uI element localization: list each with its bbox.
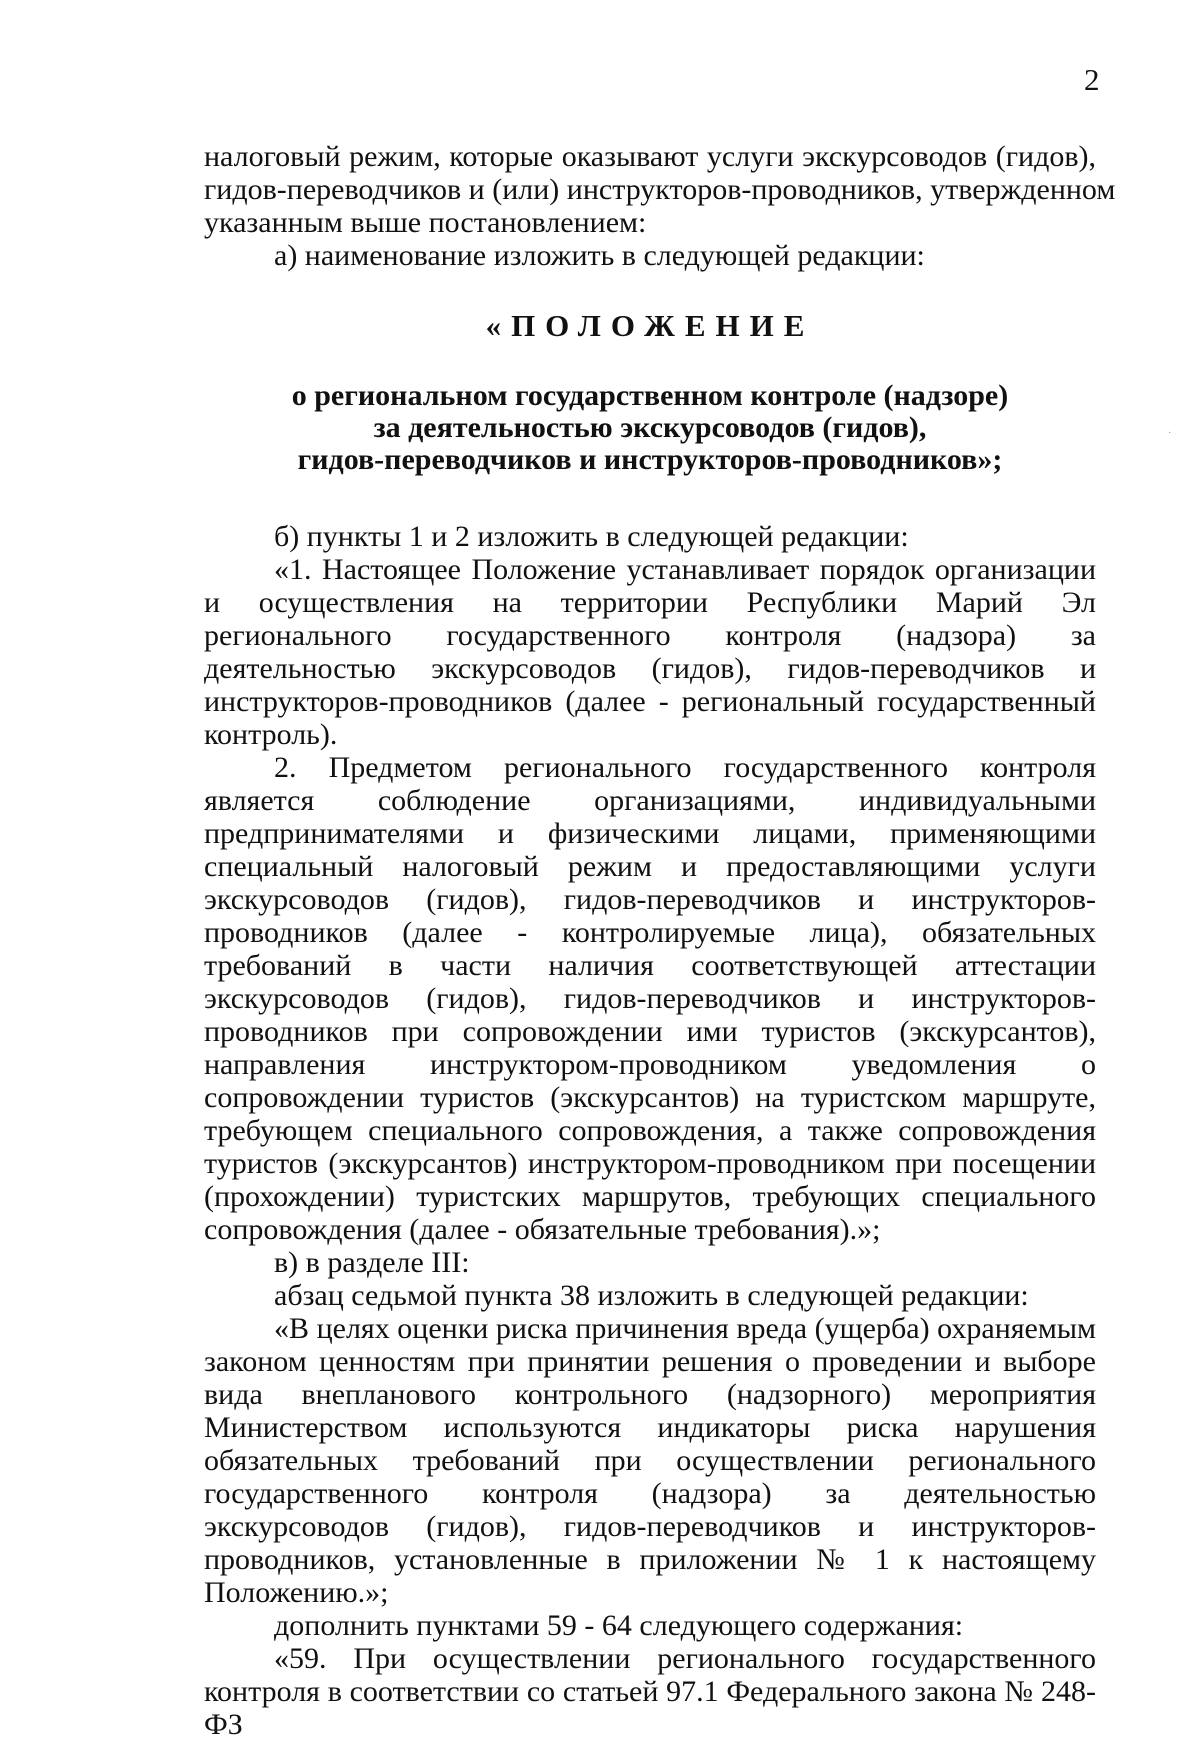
subtitle-line-1: о региональном государственном контроле (надзоре): [291, 379, 1009, 412]
point-2-paragraph: 2. Предметом регионального государственного контроля является соблюдение организациями, индивидуальными предпринимателями и физическими лицами, применяющими специальный налоговый режим и предоставляющими услуги экскурсоводов (гидов), гидов-переводчиков и инструкторов-проводников (далее - контролируемые лица), обязательных требований в части наличия соответствующей аттестации экскурсоводов (гидов), гидов-переводчиков и инструкторов-проводников при сопровождении ими туристов (экскурсантов), направления инструктором-проводником уведомления о сопровождении туристов (экскурсантов) на туристском маршруте, требующем специального сопровождения, а также сопровождения туристов (экскурсантов) инструктором-проводником при посещении (прохождении) туристских маршрутов, требующих специального сопровождения (далее - обязательные требования).»;: [204, 751, 1096, 1246]
point-1-paragraph: «1. Настоящее Положение устанавливает порядок организации и осуществления на территории Республики Марий Эл регионального государственного контроля (надзора) за деятельностью экскурсоводов (гидов), гидов-переводчиков и инструкторов-проводников (далее - региональный государственный контроль).: [204, 553, 1096, 751]
intro-line-1: налоговый режим, которые оказывают услуги экскурсоводов (гидов),: [204, 140, 1096, 173]
intro-line-2: гидов-переводчиков и (или) инструкторов-проводников, утвержденном: [204, 173, 1116, 206]
page-number: 2: [1084, 62, 1100, 97]
regulation-subtitle: [204, 380, 1096, 476]
add-points-instruction: дополнить пунктами 59 - 64 следующего содержания:: [274, 1609, 964, 1642]
point-59-paragraph: «59. При осуществлении регионального государственного контроля в соответствии со статьей 97.1 Федерального закона № 248-ФЗ: [204, 1642, 1096, 1741]
paragraph-38-instruction: абзац седьмой пункта 38 изложить в следующей редакции:: [274, 1279, 1029, 1312]
scan-mark: ·: [1168, 428, 1172, 439]
intro-paragraph: [204, 140, 1116, 239]
item-b: б) пункты 1 и 2 изложить в следующей редакции:: [274, 520, 909, 553]
paragraph-38-quote: «В целях оценки риска причинения вреда (ущерба) охраняемым законом ценностям при принятии решения о проведении и выборе вида внепланового контрольного (надзорного) мероприятия Министерством используются индикаторы риска нарушения обязательных требований при осуществлении регионального государственного контроля (надзора) за деятельностью экскурсоводов (гидов), гидов-переводчиков и инструкторов-проводников, установленные в приложении № 1 к настоящему Положению.»;: [204, 1312, 1096, 1609]
subtitle-line-2: за деятельностью экскурсоводов (гидов),: [373, 411, 927, 444]
document-body: [204, 140, 1116, 1741]
regulation-heading: [204, 308, 1096, 476]
item-a: а) наименование изложить в следующей редакции:: [274, 239, 925, 272]
subtitle-line-3: гидов-переводчиков и инструкторов-проводников»;: [297, 443, 1003, 476]
intro-line-3: указанным выше постановлением:: [204, 206, 647, 239]
item-v: в) в разделе III:: [274, 1246, 470, 1279]
regulation-title: «ПОЛОЖЕНИЕ: [485, 308, 815, 343]
